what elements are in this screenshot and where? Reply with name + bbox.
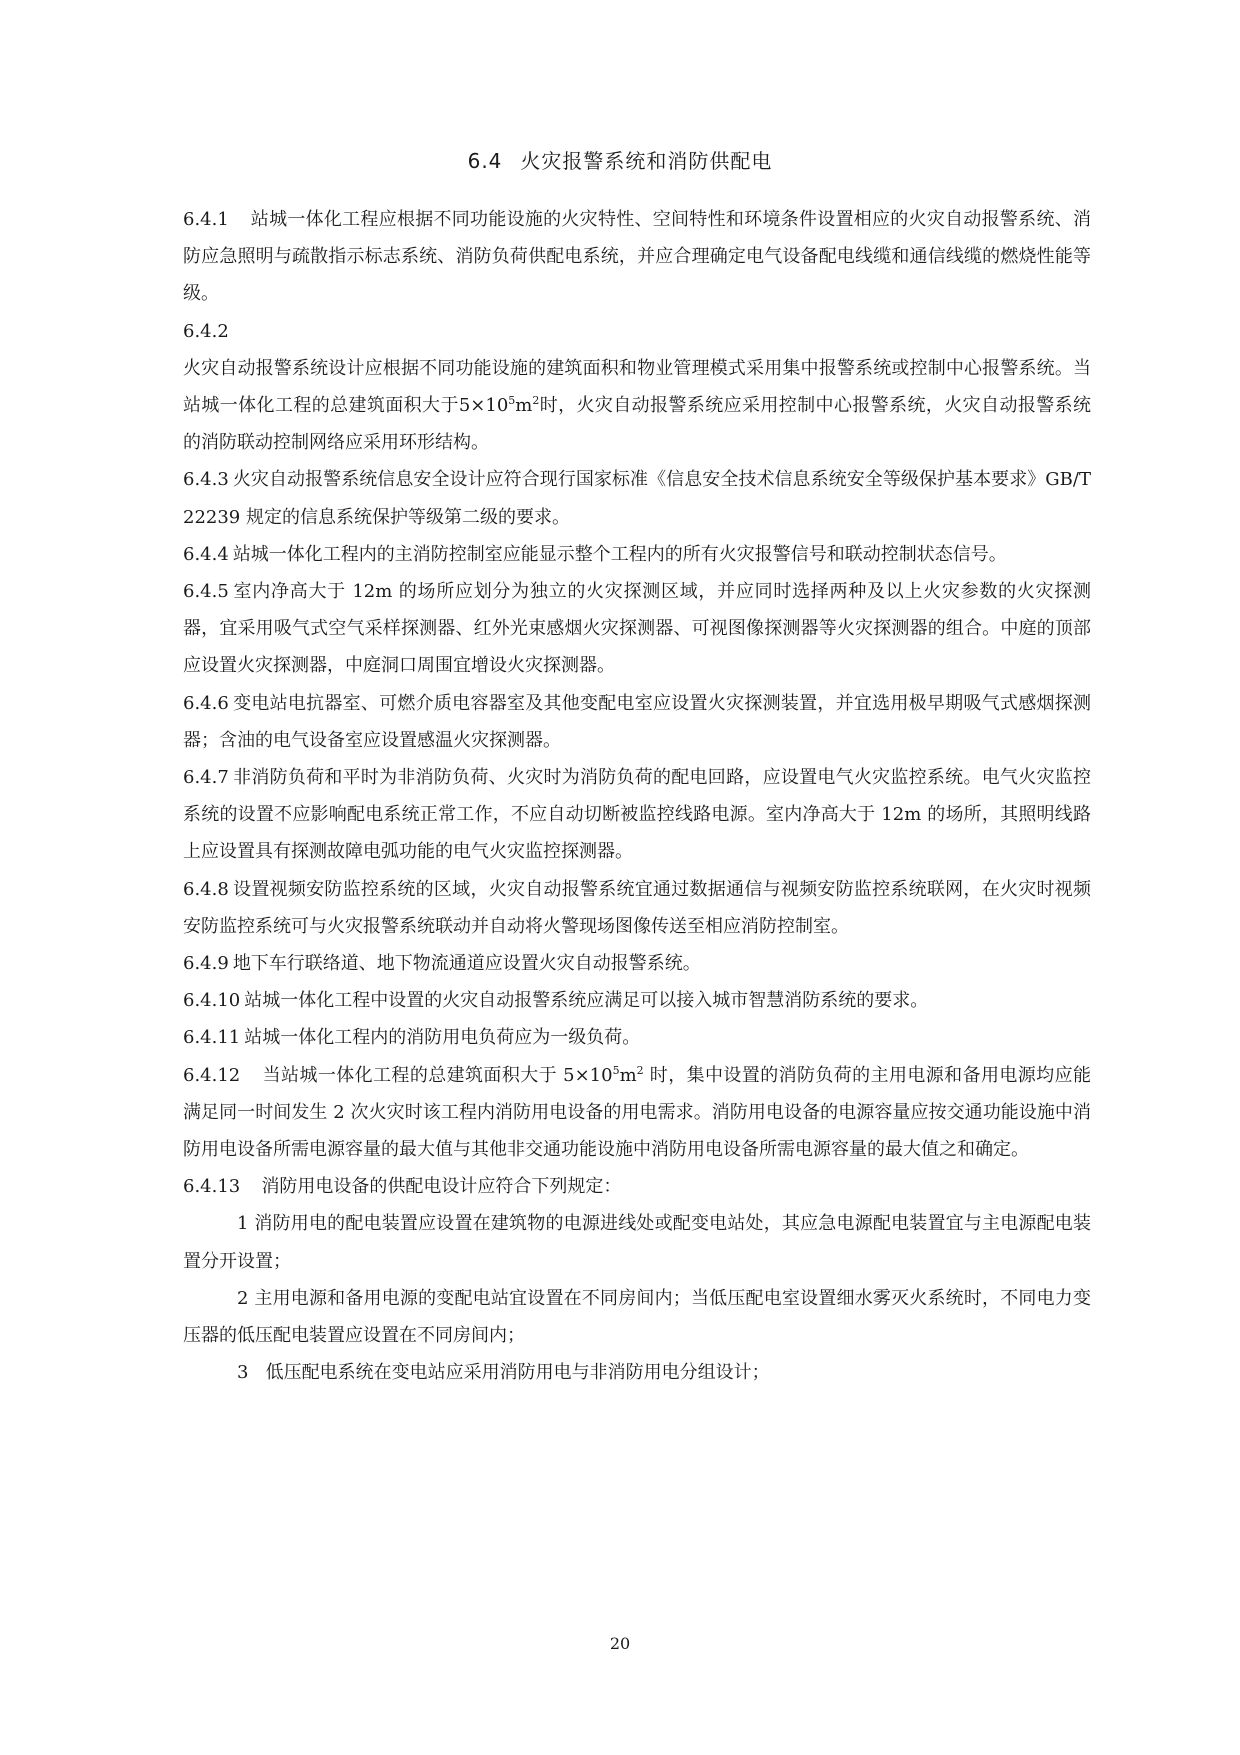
list-item-2 xyxy=(183,1280,1091,1354)
clause-6-4-8 xyxy=(183,871,1091,945)
clause-text: 非消防负荷和平时为非消防负荷、火灾时为消防负荷的配电回路，应设置电气火灾监控系统。电气火灾监控系统的设置不应影响配电系统正常工作，不应自动切断被监控线路电源。室内净高大于 12m 的场所，其照明线路上应设置具有探测故障电弧功能的电气火灾监控探测器。 xyxy=(183,767,1091,863)
clause-text-part: m xyxy=(515,395,533,417)
clause-6-4-12 xyxy=(183,1057,1091,1169)
superscript: 5 xyxy=(612,1063,620,1077)
item-text: 主用电源和备用电源的变配电站宜设置在不同房间内；当低压配电室设置细水雾灭火系统时，不同电力变压器的低压配电装置应设置在不同房间内； xyxy=(183,1287,1091,1347)
item-text: 低压配电系统在变电站应采用消防用电与非消防用电分组设计； xyxy=(265,1362,770,1384)
clause-number: 6.4.3 xyxy=(183,469,229,491)
item-text: 消防用电的配电装置应设置在建筑物的电源进线处或配变电站处，其应急电源配电装置宜与主电源配电装置分开设置； xyxy=(183,1213,1091,1272)
superscript: 2 xyxy=(636,1063,644,1077)
clause-text: 设置视频安防监控系统的区域，火灾自动报警系统宜通过数据通信与视频安防监控系统联网，在火灾时视频安防监控系统可与火灾报警系统联动并自动将火警现场图像传送至相应消防控制室。 xyxy=(183,878,1091,937)
clause-number: 6.4.1 xyxy=(183,209,229,230)
clause-number: 6.4.8 xyxy=(183,878,229,900)
clause-number: 6.4.10 xyxy=(183,990,241,1012)
item-number: 1 xyxy=(237,1213,249,1235)
clause-6-4-6 xyxy=(183,685,1091,759)
clause-text: 地下车行联络道、地下物流通道应设置火灾自动报警系统。 xyxy=(232,953,701,975)
clause-number: 6.4.5 xyxy=(183,581,229,603)
section-title xyxy=(0,146,1240,176)
clause-number: 6.4.12 xyxy=(183,1064,241,1086)
item-number: 2 xyxy=(237,1287,249,1309)
clause-text-part: 当站城一体化工程的总建筑面积大于 5×10 xyxy=(262,1064,613,1086)
clause-text: 站城一体化工程应根据不同功能设施的火灾特性、空间特性和环境条件设置相应的火灾自动报警系统、消防应急照明与疏散指示标志系统、消防负荷供配电系统，并应合理确定电气设备配电线缆和通信线缆的燃烧性能等级。 xyxy=(183,209,1091,305)
section-title-text: 火灾报警系统和消防供配电 xyxy=(520,149,773,173)
clause-number: 6.4.6 xyxy=(183,692,229,714)
clause-number: 6.4.4 xyxy=(183,543,229,565)
item-number: 3 xyxy=(237,1362,249,1384)
clause-6-4-3 xyxy=(183,461,1091,535)
clause-text: 站城一体化工程中设置的火灾自动报警系统应满足可以接入城市智慧消防系统的要求。 xyxy=(244,990,929,1012)
clause-text: 站城一体化工程内的消防用电负荷应为一级负荷。 xyxy=(244,1027,641,1049)
clause-6-4-10 xyxy=(183,982,1091,1019)
clause-text: 变电站电抗器室、可燃介质电容器室及其他变配电室应设置火灾探测装置，并宜选用极早期吸气式感烟探测器；含油的电气设备室应设置感温火灾探测器。 xyxy=(183,692,1091,751)
clause-number: 6.4.2 xyxy=(183,320,229,342)
clause-text-part: m xyxy=(619,1064,637,1086)
clause-6-4-2-number xyxy=(183,313,1091,350)
clause-number: 6.4.7 xyxy=(183,767,229,789)
section-number: 6.4 xyxy=(467,149,503,173)
clause-text: 消防用电设备的供配电设计应符合下列规定： xyxy=(261,1176,622,1198)
clause-number: 6.4.9 xyxy=(183,953,229,975)
clause-text-part: 火灾自动报警系统设计应根据不同功能设施的建筑面积和物业管理模式采用集中报警系统或控制中心报警系统。当站城一体化工程的总建筑面积大于5×10 xyxy=(183,357,1091,417)
superscript: 5 xyxy=(508,394,516,408)
superscript: 2 xyxy=(532,394,540,408)
clause-6-4-2 xyxy=(183,350,1091,462)
clause-text-part: 时，火灾自动报警系统应采用控制中心报警系统，火灾自动报警系统的消防联动控制网络应采用环形结构。 xyxy=(183,395,1091,454)
clause-text: 火灾自动报警系统信息安全设计应符合现行国家标准《信息安全技术信息系统安全等级保护基本要求》GB/T 22239 规定的信息系统保护等级第二级的要求。 xyxy=(183,469,1091,528)
clause-6-4-7 xyxy=(183,759,1091,871)
clause-6-4-1 xyxy=(183,201,1091,313)
clause-6-4-4 xyxy=(183,536,1091,573)
clause-6-4-5 xyxy=(183,573,1091,685)
clause-6-4-11 xyxy=(183,1019,1091,1056)
page-number: 20 xyxy=(609,1634,631,1653)
clause-number: 6.4.13 xyxy=(183,1176,241,1198)
document-body xyxy=(183,201,1091,1392)
clause-6-4-13 xyxy=(183,1168,1091,1205)
list-item-1 xyxy=(183,1205,1091,1279)
list-item-3 xyxy=(183,1354,1091,1391)
clause-text: 站城一体化工程内的主消防控制室应能显示整个工程内的所有火灾报警信号和联动控制状态信号。 xyxy=(232,543,1007,565)
clause-text-part: 时，集中设置的消防负荷的主用电源和备用电源均应能满足同一时间发生 2 次火灾时该工程内消防用电设备的用电需求。消防用电设备的电源容量应按交通功能设施中消防用电设备所需电源容量的最大值与其他非交通功能设施中消防用电设备所需电源容量的最大值之和确定。 xyxy=(183,1064,1091,1161)
clause-text: 室内净高大于 12m 的场所应划分为独立的火灾探测区域，并应同时选择两种及以上火灾参数的火灾探测器，宜采用吸气式空气采样探测器、红外光束感烟火灾探测器、可视图像探测器等火灾探测器的组合。中庭的顶部应设置火灾探测器，中庭洞口周围宜增设火灾探测器。 xyxy=(183,581,1091,677)
clause-number: 6.4.11 xyxy=(183,1027,241,1049)
clause-6-4-9 xyxy=(183,945,1091,982)
